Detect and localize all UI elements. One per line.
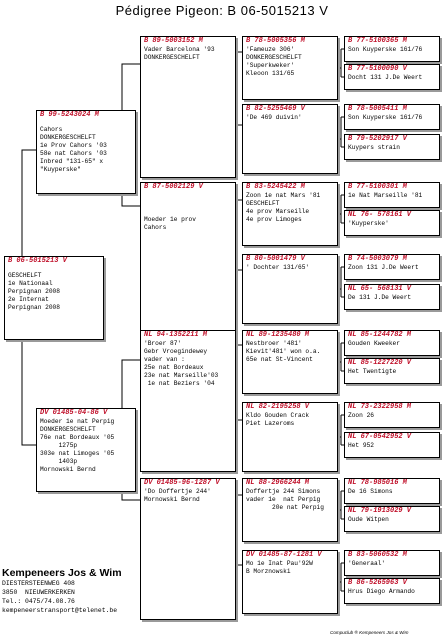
gen2-line: 'Do Doffertje 244' — [144, 488, 211, 495]
breeder-info — [2, 567, 140, 615]
gen2-line: 1e nat Beziers '04 — [144, 380, 215, 387]
gen3-line: 'Superkweker' — [246, 62, 295, 69]
gen4-card — [344, 36, 440, 62]
gen4-line: Gouden Kweeker — [348, 340, 400, 347]
gen2-line: 23e nat Marseille'03 — [144, 372, 219, 379]
subject-ring: B 06-5015213 V — [8, 257, 67, 265]
dam-line: 1403p — [40, 458, 78, 465]
gen4-line: 1e Nat Marseille '81 — [348, 192, 423, 199]
gen4-ring: B 79-5202917 V — [348, 135, 407, 143]
gen2-card — [140, 330, 236, 472]
gen4-ring: NL 79-1913029 V — [348, 507, 412, 515]
gen4-line: Son Kuyperske 161/76 — [348, 46, 423, 53]
gen4-line: De 131 J.De Weert — [348, 294, 412, 301]
gen4-ring: NL 73-2322958 M — [348, 403, 412, 411]
gen3-card — [242, 550, 338, 614]
gen2-card — [140, 182, 236, 332]
gen4-card — [344, 104, 440, 130]
gen2-line: Cahors — [144, 224, 167, 231]
gen3-line: 20e nat Perpig — [246, 504, 324, 511]
gen4-card — [344, 330, 440, 356]
gen3-line: ' Dochter 131/65' — [246, 264, 310, 271]
gen4-ring: B 77-5100365 M — [348, 37, 407, 45]
gen3-line: Kldo Gouden Crack — [246, 412, 310, 419]
gen4-line: Zoon 131 J.De Weert — [348, 264, 419, 271]
subject-line: GESCHELFT — [8, 272, 42, 279]
gen3-line: vader 1e nat Perpig — [246, 496, 321, 503]
gen2-line: Vader Barcelona '93 — [144, 46, 215, 53]
gen2-ring: NL 94-1352211 M — [144, 331, 208, 339]
dam-line: 1275p — [40, 442, 78, 449]
gen2-ring: B 87-5002129 V — [144, 183, 203, 191]
gen2-line: Moeder 1e prov — [144, 216, 196, 223]
gen2-card — [140, 36, 236, 178]
gen3-card — [242, 254, 338, 324]
gen3-card — [242, 478, 338, 542]
breeder-email: kempeneerstransport@telenet.be — [2, 607, 118, 614]
gen2-line: Mornowski Bernd — [144, 496, 200, 503]
gen4-card — [344, 358, 440, 384]
gen4-ring: B 78-5005411 M — [348, 105, 407, 113]
gen3-line: Zoon 1e nat Mars '81 — [246, 192, 321, 199]
gen4-card — [344, 254, 440, 280]
gen4-ring: NL 85-1227220 V — [348, 359, 412, 367]
gen3-line: 4e prov Limoges — [246, 216, 302, 223]
breeder-city: 3850 NIEUWERKERKEN — [2, 589, 75, 596]
footer-credit: Compuclub ® Kempeneers Jos & Wim — [330, 630, 409, 635]
gen3-ring: DV 01485-87-1281 V — [246, 551, 322, 559]
dam-line: Moeder 1e nat Perpig — [40, 418, 115, 425]
gen4-ring: NL 85-1244782 M — [348, 331, 412, 339]
subject-line: 1e Nationaal — [8, 280, 53, 287]
gen2-line: Gebr Vroegindewey — [144, 348, 208, 355]
gen3-ring: B 80-5001479 V — [246, 255, 305, 263]
gen3-ring: B 78-5005356 M — [246, 37, 305, 45]
gen3-card — [242, 36, 338, 100]
gen4-card — [344, 182, 440, 208]
gen3-ring: B 82-5255469 V — [246, 105, 305, 113]
gen4-line: 'Kuyperske' — [348, 220, 389, 227]
gen3-line: Kleoon 131/65 — [246, 70, 295, 77]
gen4-line: Kuypers strain — [348, 144, 400, 151]
gen2-ring: B 89-5003152 M — [144, 37, 203, 45]
gen3-card — [242, 402, 338, 472]
gen2-line: DONKERGESCHELFT — [144, 54, 200, 61]
subject-line: 2e Internat — [8, 296, 49, 303]
gen4-ring: B 74-5003079 M — [348, 255, 407, 263]
gen3-ring: B 83-5245422 M — [246, 183, 305, 191]
gen4-line: Son Kuyperske 161/76 — [348, 114, 423, 121]
breeder-name: Kempeneers Jos & Wim — [2, 567, 122, 579]
gen4-ring: B 86-5265963 V — [348, 579, 407, 587]
breeder-phone: Tel.: 0475/74.08.76 — [2, 598, 75, 605]
gen3-line: GESCHELFT — [246, 200, 280, 207]
gen3-ring: NL 88-2966244 M — [246, 479, 310, 487]
gen4-card — [344, 578, 440, 604]
gen4-card — [344, 432, 440, 458]
gen3-line: Doffertje 244 Simons — [246, 488, 321, 495]
gen4-ring: NL 65- 568131 V — [348, 285, 412, 293]
gen3-line: 65e nat St-Vincent — [246, 356, 313, 363]
breeder-address: DIESTERSTEENWEG 408 — [2, 580, 75, 587]
sire-line: Cahors — [40, 126, 63, 133]
dam-line: DONKERGESCHELFT — [40, 426, 96, 433]
subject-line: Perpignan 2008 — [8, 288, 60, 295]
sire-line: 1e Prov Cahors '03 — [40, 142, 107, 149]
dam-line: Mornowski Bernd — [40, 466, 96, 473]
gen3-line: Mo 1e Inat Pau'92W — [246, 560, 313, 567]
gen2-card — [140, 478, 236, 620]
gen4-ring: B 77-5100090 V — [348, 65, 407, 73]
gen4-line: De 16 Simons — [348, 488, 393, 495]
gen3-card — [242, 182, 338, 246]
sire-line: "Kuyperske" — [40, 166, 81, 173]
gen3-line: Nestbroer '481' — [246, 340, 302, 347]
subject-line: Perpignan 2008 — [8, 304, 60, 311]
gen4-line: Het 952 — [348, 442, 374, 449]
gen3-line: Piet Lazeroms — [246, 420, 295, 427]
page-title: Pédigree Pigeon: B 06-5015213 V — [115, 3, 329, 18]
gen3-line: 'De 469 duivin' — [246, 114, 302, 121]
dam-card — [36, 408, 136, 492]
dam-ring: DV 01485-04-86 V — [40, 409, 108, 417]
sire-line: Inbred "131-65" x — [40, 158, 104, 165]
gen4-line: 'Generaal' — [348, 560, 386, 567]
gen4-card — [344, 478, 440, 504]
gen4-line: Oude Witpen — [348, 516, 389, 523]
gen3-card — [242, 104, 338, 174]
gen4-card — [344, 210, 440, 236]
sire-line: 58e nat Cahors '03 — [40, 150, 107, 157]
gen2-ring: DV 01485-96-1287 V — [144, 479, 220, 487]
sire-card — [36, 110, 136, 194]
gen4-card — [344, 506, 440, 532]
gen4-card — [344, 402, 440, 428]
gen2-line: 25e nat Bordeaux — [144, 364, 204, 371]
gen4-card — [344, 284, 440, 310]
gen4-ring: NL 76- 578161 V — [348, 211, 412, 219]
sire-ring: B 99-5243024 M — [40, 111, 99, 119]
gen2-line: vader van : — [144, 356, 185, 363]
gen3-line: DONKERGESCHELFT — [246, 54, 302, 61]
gen3-line: Kievit'481' won o.a. — [246, 348, 321, 355]
dam-line: 303e nat Limoges '05 — [40, 450, 115, 457]
gen4-ring: B 83-5060532 M — [348, 551, 407, 559]
gen4-card — [344, 134, 440, 160]
subject-card — [4, 256, 104, 340]
dam-line: 76e nat Bordeaux '05 — [40, 434, 115, 441]
gen3-line: 4e prov Marseille — [246, 208, 310, 215]
gen3-line: B Morznowski — [246, 568, 291, 575]
gen3-ring: NL 89-1235480 M — [246, 331, 310, 339]
gen4-ring: NL 67-0542952 V — [348, 433, 412, 441]
gen4-card — [344, 64, 440, 90]
gen4-line: Zoon 26 — [348, 412, 374, 419]
gen4-line: Hrus Diego Armando — [348, 588, 415, 595]
gen4-ring: B 77-5100301 M — [348, 183, 407, 191]
gen2-line: 'Broer 87' — [144, 340, 182, 347]
gen3-ring: NL 82-2195258 V — [246, 403, 310, 411]
gen4-card — [344, 550, 440, 576]
gen4-line: Het Twentigte — [348, 368, 397, 375]
gen3-line: 'Fameuze 306' — [246, 46, 295, 53]
gen4-line: Docht 131 J.De Weert — [348, 74, 423, 81]
gen3-card — [242, 330, 338, 394]
gen4-ring: NL 78-985016 M — [348, 479, 407, 487]
sire-line: DONKERGESCHELFT — [40, 134, 96, 141]
